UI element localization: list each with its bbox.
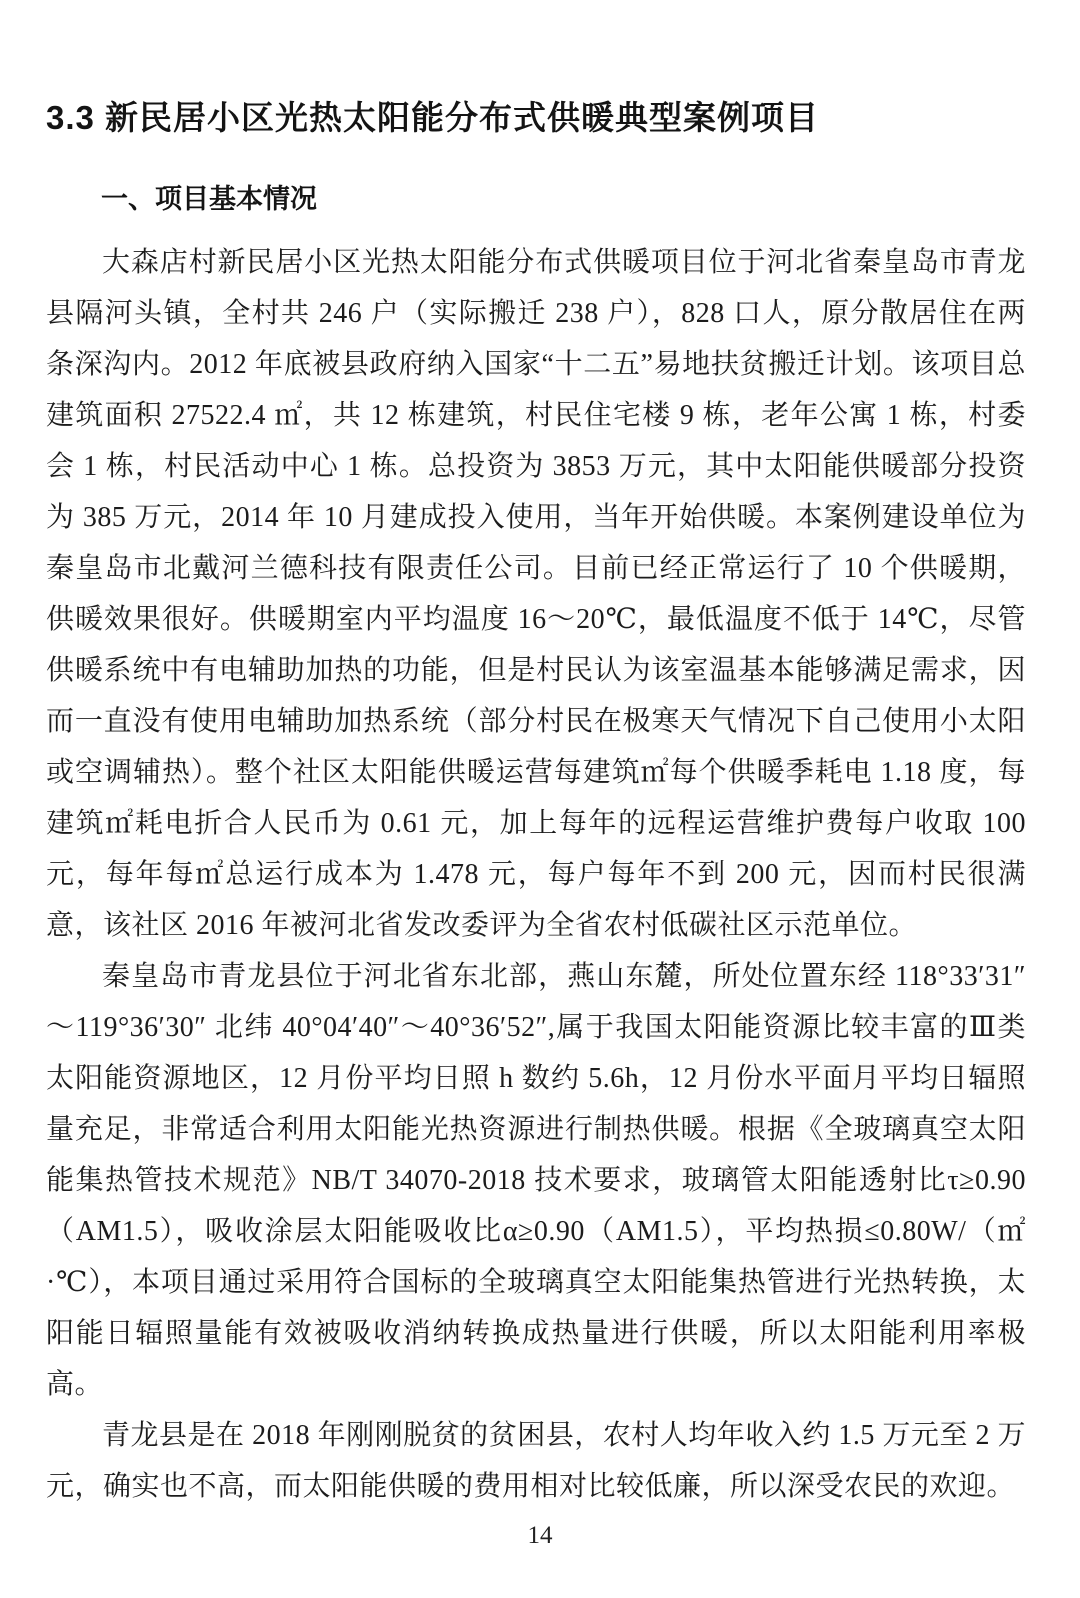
page-number: 14 — [527, 1522, 553, 1549]
page-footer — [0, 1522, 1080, 1550]
chapter-heading: 3.3 新民居小区光热太阳能分布式供暖典型案例项目 — [46, 99, 820, 136]
paragraph-solar-resource: 秦皇岛市青龙县位于河北省东北部，燕山东麓，所处位置东经 118°33′31″～119°36′30″ 北纬 40°04′40″～40°36′52″,属于我国太阳能资源比较丰富的Ⅲ类太阳能资源地区，12 月份平均日照 h 数约 5.6h，12 月份水平面月平均日辐照量充足，非常适合利用太阳能光热资源进行制热供暖。根据《全玻璃真空太阳能集热管技术规范》NB/T 34070-2018 技术要求，玻璃管太阳能透射比τ≥0.90（AM1.5），吸收涂层太阳能吸收比α≥0.90（AM1.5），平均热损≤0.80W/（㎡·℃），本项目通过采用符合国标的全玻璃真空太阳能集热管进行光热转换，太阳能日辐照量能有效被吸收消纳转换成热量进行供暖，所以太阳能利用率极高。 — [46, 960, 1026, 1400]
paragraph-affordability: 青龙县是在 2018 年刚刚脱贫的贫困县，农村人均年收入约 1.5 万元至 2 万元，确实也不高，而太阳能供暖的费用相对比较低廉，所以深受农民的欢迎。 — [46, 1419, 1026, 1502]
body-text — [46, 237, 1026, 1512]
section-heading: 一、项目基本情况 — [101, 184, 317, 215]
paragraph-project-overview: 大森店村新民居小区光热太阳能分布式供暖项目位于河北省秦皇岛市青龙县隔河头镇，全村共 246 户（实际搬迁 238 户），828 口人，原分散居住在两条深沟内。2012 年底被县政府纳入国家“十二五”易地扶贫搬迁计划。该项目总建筑面积 27522.4 ㎡，共 12 栋建筑，村民住宅楼 9 栋，老年公寓 1 栋，村委会 1 栋，村民活动中心 1 栋。总投资为 3853 万元，其中太阳能供暖部分投资为 385 万元，2014 年 10 月建成投入使用，当年开始供暖。本案例建设单位为秦皇岛市北戴河兰德科技有限责任公司。目前已经正常运行了 10 个供暖期，供暖效果很好。供暖期室内平均温度 16～20℃，最低温度不低于 14℃，尽管供暖系统中有电辅助加热的功能，但是村民认为该室温基本能够满足需求，因而一直没有使用电辅助加热系统（部分村民在极寒天气情况下自己使用小太阳或空调辅热）。整个社区太阳能供暖运营每建筑㎡每个供暖季耗电 1.18 度，每建筑㎡耗电折合人民币为 0.61 元，加上每年的远程运营维护费每户收取 100 元，每年每㎡总运行成本为 1.478 元，每户每年不到 200 元，因而村民很满意，该社区 2016 年被河北省发改委评为全省农村低碳社区示范单位。 — [46, 246, 1026, 941]
